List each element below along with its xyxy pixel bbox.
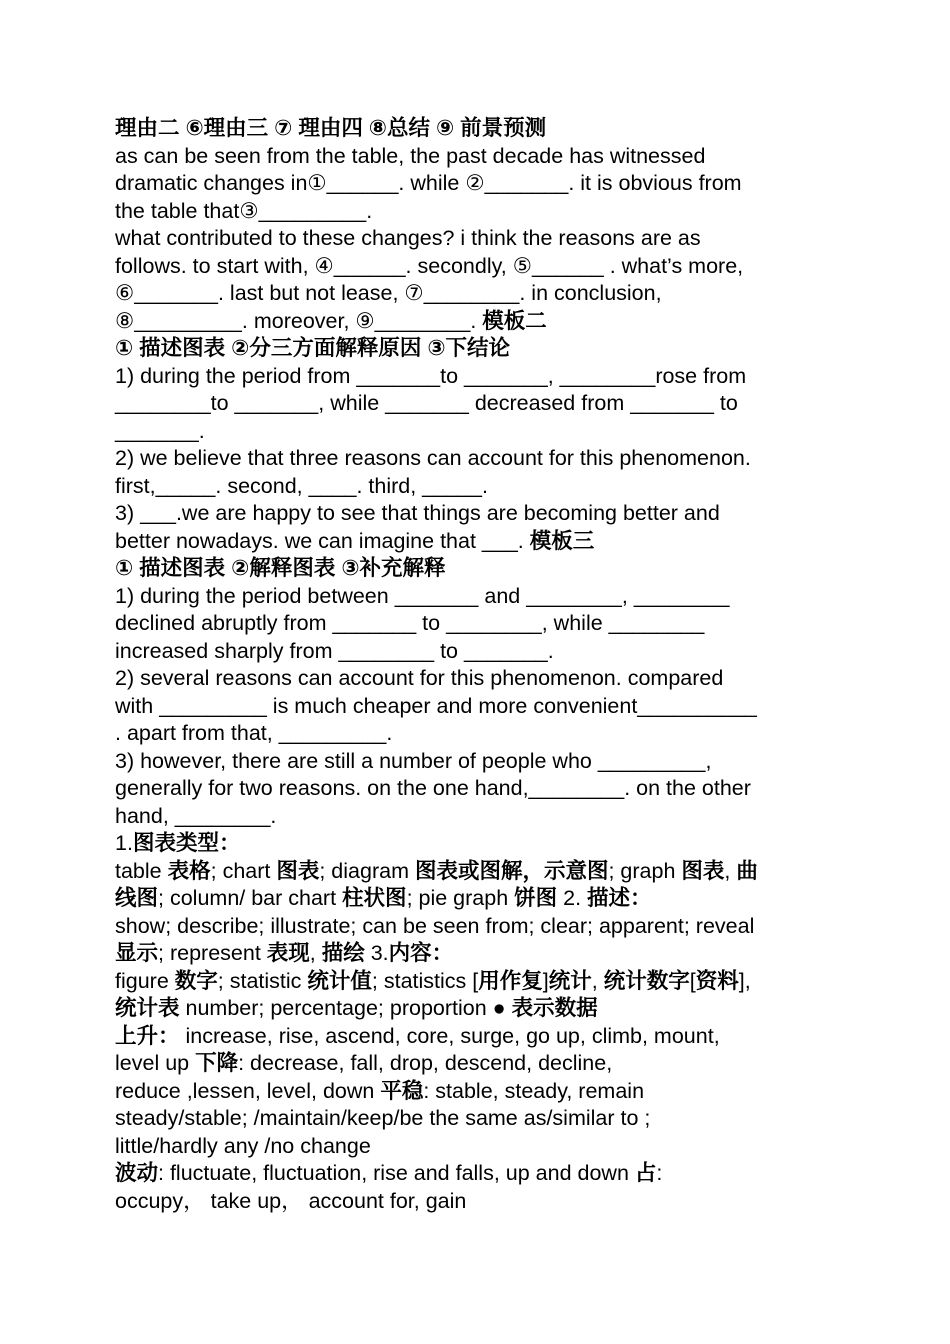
text-run: 图表或图解，示意图	[414, 858, 609, 883]
text-line	[115, 1023, 840, 1051]
text-run: ; represent	[158, 941, 267, 965]
text-line	[115, 1050, 840, 1078]
text-run: 表示数据	[511, 996, 598, 1020]
text-line: show; describe; illustrate; can be seen from; clear; apparent; reveal	[115, 913, 755, 938]
text-run: 描绘	[321, 941, 365, 965]
text-run: 1.	[115, 831, 133, 855]
text-run: ; statistics [	[371, 968, 479, 993]
text-run: ]	[542, 968, 549, 993]
text-run: : stable, steady, remain	[423, 1078, 645, 1103]
text-line: steady/stable; /maintain/keep/be the same as/similar to ;	[115, 1106, 651, 1130]
text-line: follows. to start with, ④______. secondly, ⑤______ . what’s more,	[115, 253, 744, 278]
text-run: ; graph	[608, 858, 682, 883]
text-line: little/hardly any /no change	[115, 1133, 371, 1158]
text-run: 图表类型：	[132, 831, 241, 855]
text-run: 用作复	[478, 968, 543, 993]
text-line: what contributed to these changes? i think the reasons are as	[115, 226, 701, 250]
text-run: ; chart	[210, 858, 277, 883]
text-line: hand, ________.	[115, 803, 277, 828]
text-run: 资料	[695, 968, 739, 993]
text-run: increase, rise, ascend, core, surge, go up, climb, mount,	[179, 1023, 720, 1048]
text-run: better nowadays. we can imagine that ___.	[115, 528, 524, 553]
text-run: 线图	[115, 886, 159, 910]
text-line	[115, 940, 840, 968]
text-run: :	[656, 1161, 663, 1185]
text-run: ; diagram	[319, 858, 415, 883]
text-line: 3) however, there are still a number of people who _________,	[115, 748, 712, 773]
text-line: ⑥_______. last but not lease, ⑦________. in conclusion,	[115, 281, 662, 305]
text-run: ; column/ bar chart	[158, 886, 343, 910]
text-run: number; percentage; proportion ●	[179, 996, 512, 1020]
text-run: [	[689, 968, 696, 993]
text-run: 柱状图	[342, 886, 407, 910]
text-line	[115, 830, 840, 858]
text-line: generally for two reasons. on the one hand,________. on the other	[115, 776, 751, 800]
text-line: dramatic changes in①______. while ②_______. it is obvious from	[115, 171, 742, 195]
text-run: ,	[309, 941, 322, 965]
text-run: 下降	[195, 1051, 239, 1075]
section-heading: 模板二	[482, 308, 547, 333]
text-run: reduce ,lessen, level, down	[115, 1078, 381, 1103]
text-run: 统计数字	[603, 968, 690, 993]
text-line: ① 描述图表 ②分三方面解释原因 ③下结论	[115, 336, 511, 360]
text-line	[115, 528, 840, 556]
text-line: ________to _______, while _______ decreased from _______ to	[115, 391, 738, 415]
text-line	[115, 968, 840, 996]
text-run: 表格	[167, 858, 211, 883]
text-run: level up	[115, 1051, 196, 1075]
text-run: 波动	[115, 1161, 159, 1185]
section-heading: 模板三	[529, 528, 595, 553]
text-run: ⑧_________. moreover, ⑨________.	[115, 308, 477, 333]
text-run: ,	[591, 968, 604, 993]
text-run: table	[115, 858, 168, 883]
text-line: with _________ is much cheaper and more convenient__________	[115, 693, 757, 718]
text-run: : decrease, fall, drop, descend, decline,	[238, 1051, 613, 1075]
text-line: the table that③_________.	[115, 198, 373, 223]
text-line	[115, 308, 840, 336]
text-line: ① 描述图表 ②解释图表 ③补充解释	[115, 556, 446, 580]
text-run: 饼图	[514, 886, 558, 910]
text-run: 2.	[557, 886, 588, 910]
text-run: ; pie graph	[406, 886, 515, 910]
text-run: 描述：	[587, 886, 652, 910]
text-run: 占	[634, 1161, 657, 1185]
text-run: 3.	[364, 941, 389, 965]
text-run: 曲	[736, 858, 758, 883]
text-run: 平稳	[380, 1078, 424, 1103]
text-run: 表现	[266, 941, 310, 965]
document-page	[115, 115, 840, 1215]
text-run: 图表	[276, 858, 320, 883]
text-run: ],	[738, 968, 751, 993]
text-line: 1) during the period from _______to _______, ________rose from	[115, 363, 747, 388]
text-line: _______.	[115, 418, 205, 443]
text-run: 数字	[174, 968, 218, 993]
text-run: 统计值	[307, 968, 372, 993]
text-run: 统计表	[115, 996, 180, 1020]
text-line: . apart from that, _________.	[115, 721, 393, 745]
text-line: as can be seen from the table, the past decade has witnessed	[115, 143, 706, 168]
text-line: first,_____. second, ____. third, _____.	[115, 473, 488, 498]
text-run: ; statistic	[217, 968, 308, 993]
text-line: occupy， take up， account for, gain	[115, 1188, 467, 1213]
text-run: : fluctuate, fluctuation, rise and falls, up and down	[158, 1161, 635, 1185]
text-line	[115, 1078, 840, 1106]
text-line: 1) during the period between _______ and ________, ________	[115, 583, 730, 608]
text-line	[115, 885, 840, 913]
text-run: 统计	[548, 968, 592, 993]
text-line: increased sharply from ________ to _______.	[115, 638, 554, 663]
text-line: 理由二 ⑥理由三 ⑦ 理由四 ⑧总结 ⑨ 前景预测	[115, 116, 547, 140]
text-line: 3) ___.we are happy to see that things are becoming better and	[115, 501, 720, 525]
text-line	[115, 995, 840, 1023]
text-run: ,	[724, 858, 737, 883]
text-run: 图表	[681, 858, 725, 883]
text-run: 显示	[115, 941, 159, 965]
text-line	[115, 1160, 840, 1188]
text-line	[115, 858, 840, 886]
text-run: 上升：	[115, 1023, 180, 1048]
text-run: 内容：	[388, 941, 454, 965]
text-run: figure	[115, 968, 175, 993]
text-line: 2) several reasons can account for this phenomenon. compared	[115, 666, 724, 690]
text-line: 2) we believe that three reasons can account for this phenomenon.	[115, 446, 751, 470]
text-line: declined abruptly from _______ to ________, while ________	[115, 611, 705, 635]
